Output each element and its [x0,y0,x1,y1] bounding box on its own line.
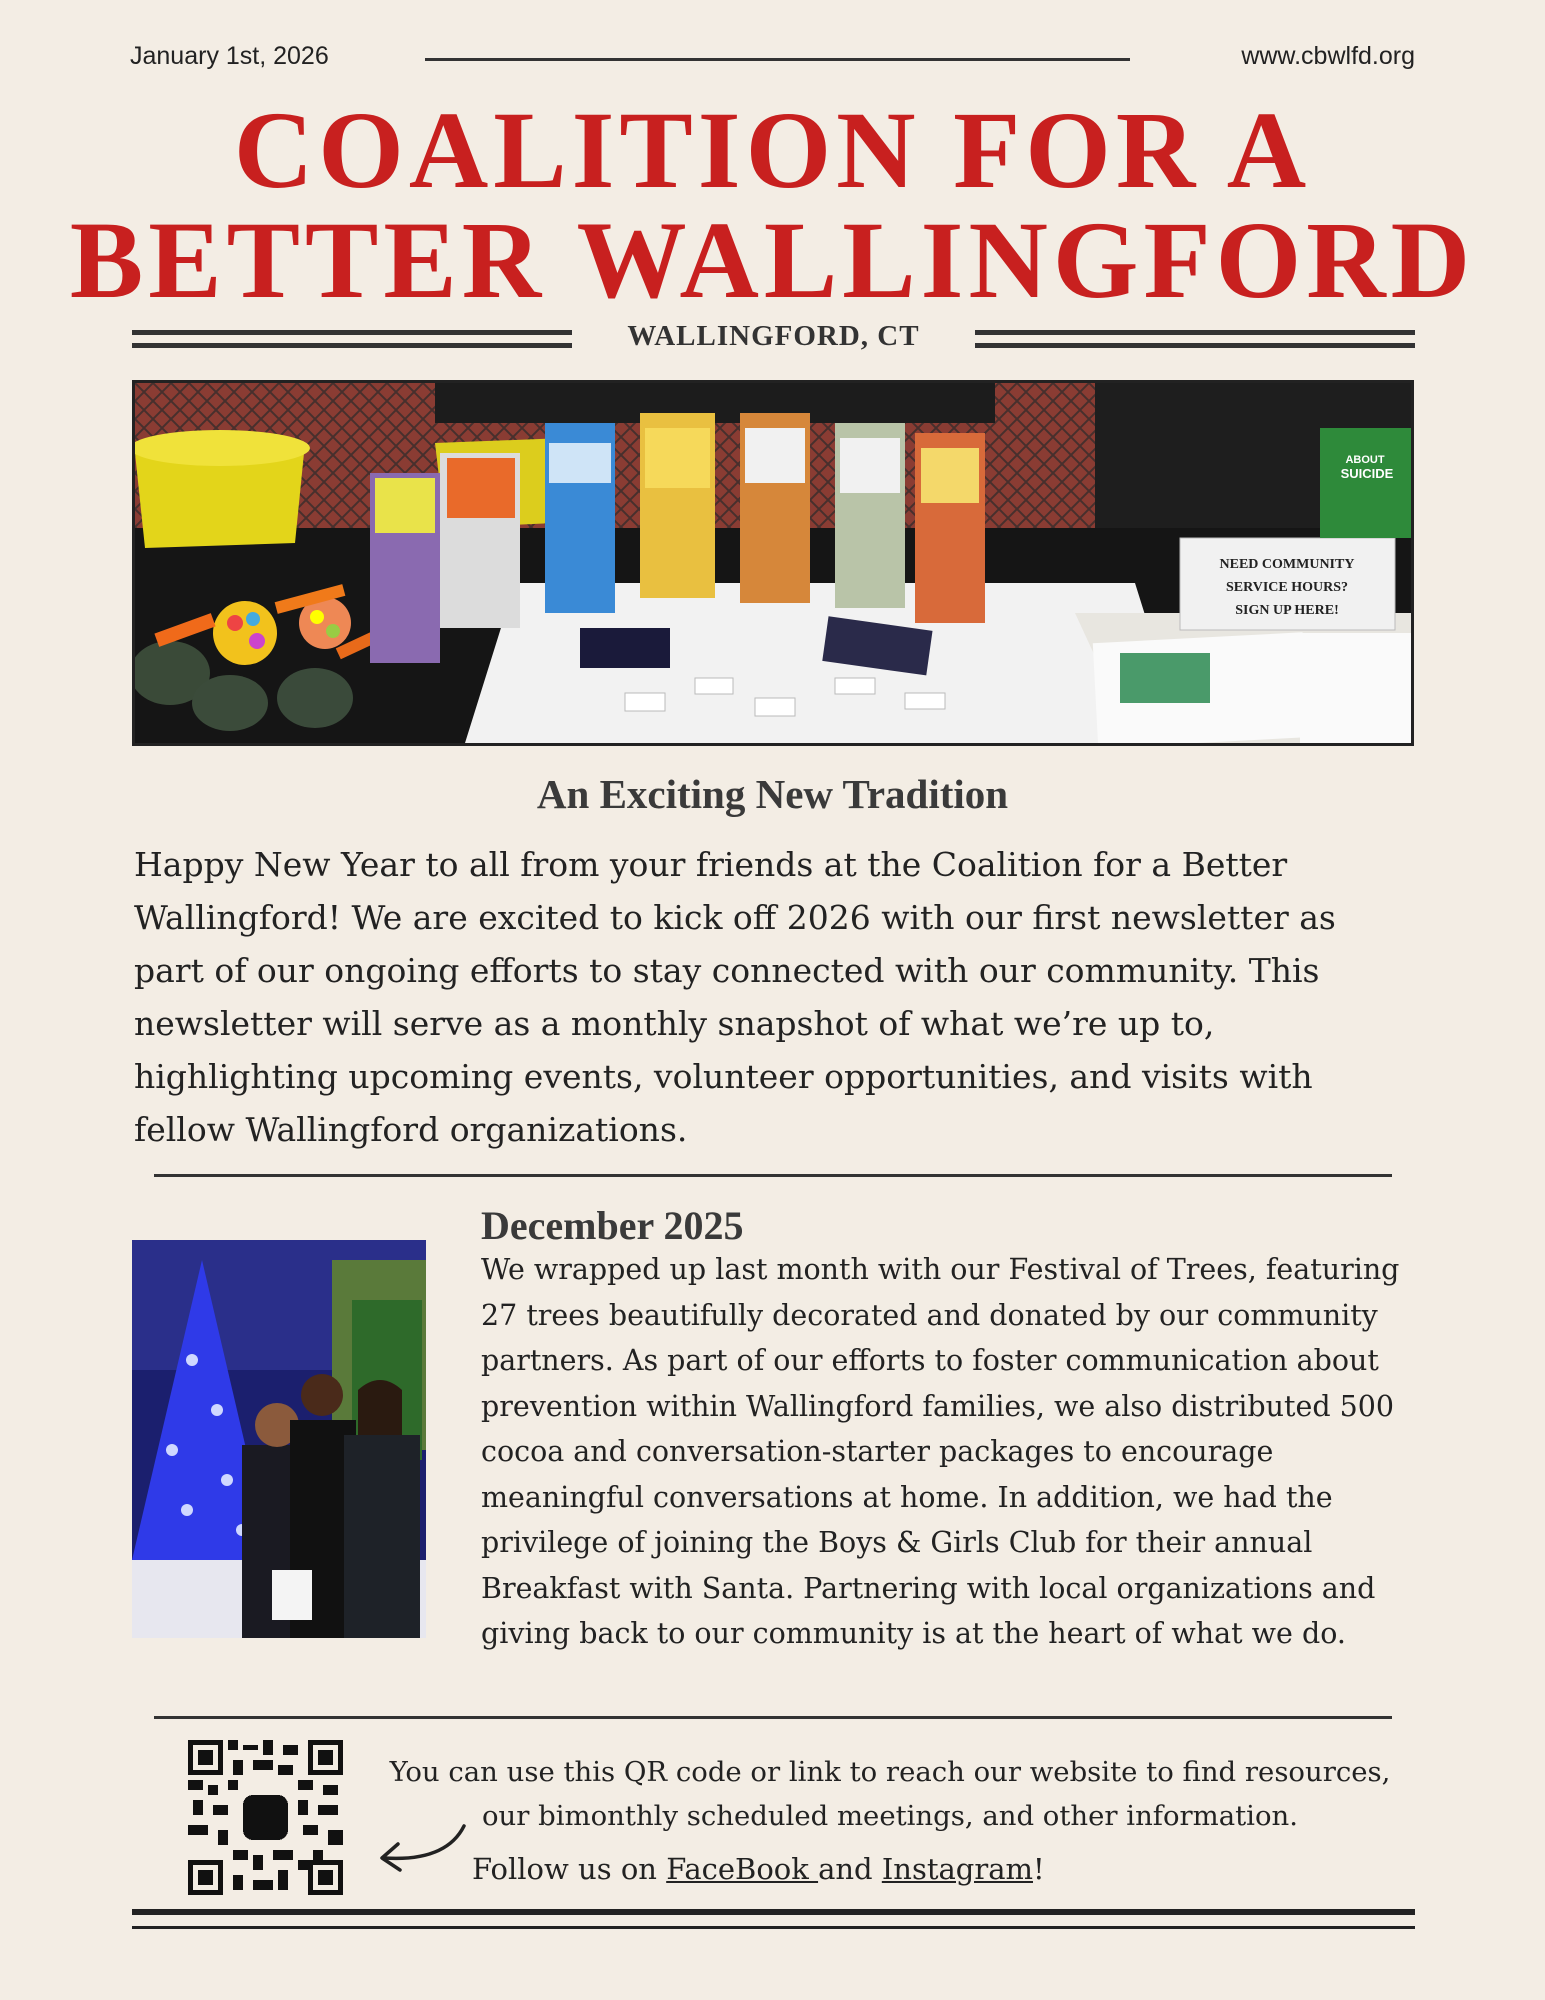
december-heading: December 2025 [481,1203,744,1248]
dateline-row [132,320,1415,352]
masthead-line-1: COALITION FOR A [233,89,1312,211]
double-rule-left [132,328,572,348]
dateline: WALLINGFORD, CT [627,320,920,352]
social-follow [472,1852,1045,1886]
masthead-line-2: BETTER WALLINGFORD [69,199,1476,321]
hero-photo [132,380,1414,746]
green-book-text: ABOUT [1345,454,1385,466]
hero-photo-illustration [135,383,1411,743]
green-book-text-2: SUICIDE [1340,466,1394,481]
article-body: Happy New Year to all from your friends at the Coalition for a Better Wallingford! We are excited to kick off 2026 with our first newsletter as part of our ongoing efforts to stay connected with our community. This newsletter will serve as a monthly snapshot of what we’re up to, highlighting upcoming events, volunteer opportunities, and visits with fellow Wallingford organizations. [134,845,1336,1149]
article-headline: An Exciting New Tradition [536,771,1009,817]
qr-description [360,1750,1420,1838]
qr-code-icon[interactable] [188,1740,343,1895]
instagram-link[interactable]: Instagram [881,1852,1033,1886]
section-divider [154,1174,1392,1177]
bottom-rule-thick [132,1909,1415,1915]
sign-text-2: SERVICE HOURS? [1225,580,1349,595]
arrow-left-icon [376,1822,468,1880]
section-divider-2 [154,1716,1392,1719]
website-url[interactable]: www.cbwlfd.org [1241,42,1415,70]
sign-text-3: SIGN UP HERE! [1235,603,1339,618]
masthead-title [0,89,1545,321]
bottom-rule-thin [132,1926,1415,1929]
follow-and: and [818,1852,882,1886]
qr-text-line-2: our bimonthly scheduled meetings, and other information. [482,1800,1298,1832]
facebook-link[interactable]: FaceBook [666,1852,819,1886]
issue-date: January 1st, 2026 [130,42,329,70]
festival-photo [132,1240,426,1638]
december-body: We wrapped up last month with our Festival of Trees, featuring 27 trees beautifully decorated and donated by our community partners. As part of our efforts to foster communication about prevention within Wallingford families, we also distributed 500 cocoa and conversation-starter packages to encourage meaningful conversations at home. In addition, we had the privilege of joining the Boys & Girls Club for their annual Breakfast with Santa. Partnering with local organizations and giving back to our community is at the heart of what we do. [481,1253,1400,1650]
double-rule-right [975,328,1415,348]
festival-photo-illustration [132,1240,426,1638]
follow-suffix: ! [1033,1852,1045,1886]
top-bar [130,42,1415,82]
follow-prefix: Follow us on [472,1852,667,1886]
sign-text-1: NEED COMMUNITY [1219,557,1355,572]
qr-text-line-1: You can use this QR code or link to reach our website to find resources, [389,1756,1391,1788]
top-rule [425,58,1130,61]
